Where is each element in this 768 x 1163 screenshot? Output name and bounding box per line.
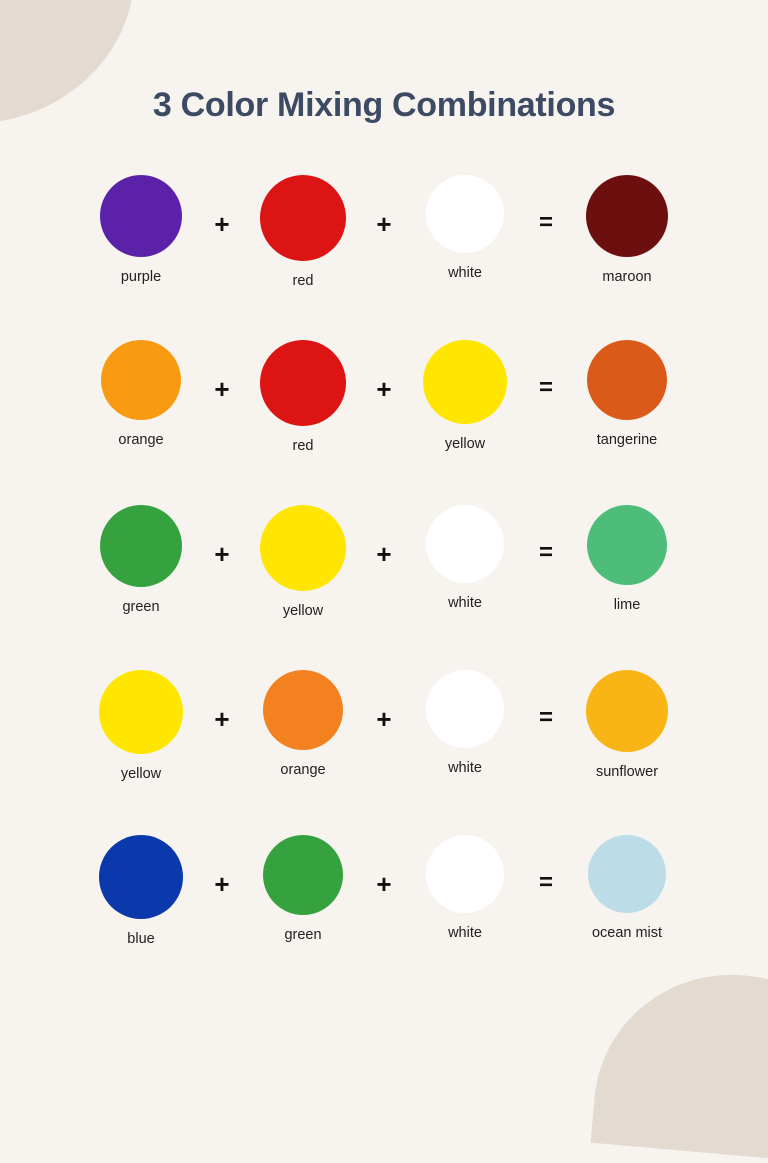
color-circle-tangerine xyxy=(587,340,667,420)
result-swatch-cell xyxy=(569,175,685,285)
equals-symbol: = xyxy=(538,539,553,566)
plus-symbol: + xyxy=(214,374,230,404)
input-swatch-cell xyxy=(407,175,523,281)
color-label: sunflower xyxy=(595,764,659,780)
plus-symbol: + xyxy=(376,374,392,404)
color-circle-orange xyxy=(101,340,181,420)
input-swatch-cell xyxy=(83,670,199,782)
input-swatch-cell xyxy=(83,340,199,448)
color-label: tangerine xyxy=(596,432,658,448)
input-swatch-cell xyxy=(407,670,523,776)
equals-symbol: = xyxy=(538,704,553,731)
color-circle-green xyxy=(263,835,343,915)
result-swatch-cell xyxy=(569,835,685,941)
color-label: purple xyxy=(120,269,162,285)
color-circle-red xyxy=(260,175,346,261)
input-swatch-cell xyxy=(83,175,199,285)
result-swatch-cell xyxy=(569,340,685,448)
input-swatch-cell xyxy=(245,835,361,943)
equals-symbol: = xyxy=(538,869,553,896)
color-circle-green xyxy=(100,505,182,587)
color-label: yellow xyxy=(444,436,486,452)
input-swatch-cell xyxy=(407,835,523,941)
color-label: red xyxy=(292,438,314,454)
combination-row xyxy=(0,670,768,835)
input-swatch-cell xyxy=(245,175,361,289)
plus-symbol: + xyxy=(376,704,392,734)
result-swatch-cell xyxy=(569,505,685,613)
combination-row xyxy=(0,340,768,505)
input-swatch-cell xyxy=(83,835,199,947)
color-label: white xyxy=(448,265,482,281)
input-swatch-cell xyxy=(245,505,361,619)
plus-symbol: + xyxy=(214,209,230,239)
color-circle-orange xyxy=(263,670,343,750)
input-swatch-cell xyxy=(407,340,523,452)
combination-row xyxy=(0,835,768,1000)
color-label: orange xyxy=(280,762,326,778)
color-label: ocean mist xyxy=(591,925,663,941)
color-label: yellow xyxy=(282,603,324,619)
equals-symbol: = xyxy=(538,209,553,236)
color-label: white xyxy=(448,595,482,611)
color-circle-sunflower xyxy=(586,670,668,752)
color-circle-purple xyxy=(100,175,182,257)
input-swatch-cell xyxy=(83,505,199,615)
combination-rows xyxy=(0,175,768,1000)
color-label: white xyxy=(448,760,482,776)
color-circle-white xyxy=(426,670,504,748)
color-label: green xyxy=(284,927,322,943)
plus-symbol: + xyxy=(214,539,230,569)
color-label: green xyxy=(122,599,160,615)
color-circle-blue xyxy=(99,835,183,919)
color-circle-lime xyxy=(587,505,667,585)
color-circle-white xyxy=(426,505,504,583)
combination-row xyxy=(0,175,768,340)
plus-symbol: + xyxy=(376,209,392,239)
equals-symbol: = xyxy=(538,374,553,401)
input-swatch-cell xyxy=(245,670,361,778)
input-swatch-cell xyxy=(407,505,523,611)
plus-symbol: + xyxy=(376,539,392,569)
color-label: red xyxy=(292,273,314,289)
color-label: maroon xyxy=(602,269,652,285)
color-circle-white xyxy=(426,835,504,913)
color-circle-yellow xyxy=(423,340,507,424)
plus-symbol: + xyxy=(214,704,230,734)
color-circle-white xyxy=(426,175,504,253)
color-circle-ocean-mist xyxy=(588,835,666,913)
color-circle-red xyxy=(260,340,346,426)
color-label: yellow xyxy=(120,766,162,782)
plus-symbol: + xyxy=(214,869,230,899)
color-label: blue xyxy=(127,931,155,947)
color-label: lime xyxy=(613,597,641,613)
result-swatch-cell xyxy=(569,670,685,780)
color-label: orange xyxy=(118,432,164,448)
color-circle-maroon xyxy=(586,175,668,257)
combination-row xyxy=(0,505,768,670)
color-circle-yellow xyxy=(99,670,183,754)
color-label: white xyxy=(448,925,482,941)
color-circle-yellow xyxy=(260,505,346,591)
page-title: 3 Color Mixing Combinations xyxy=(152,86,616,124)
plus-symbol: + xyxy=(376,869,392,899)
input-swatch-cell xyxy=(245,340,361,454)
